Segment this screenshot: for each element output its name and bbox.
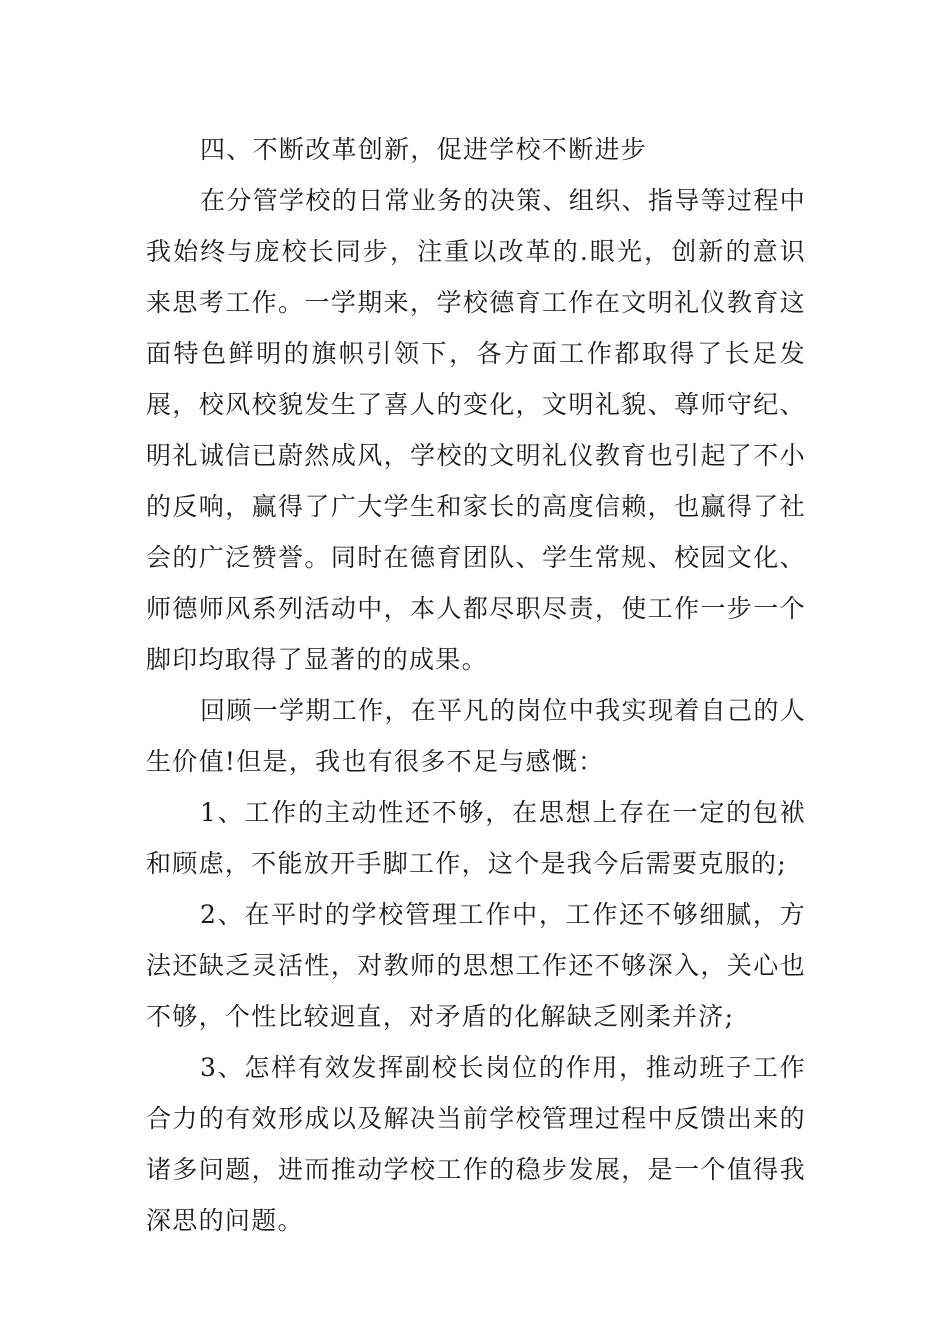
paragraph-review: 回顾一学期工作，在平凡的岗位中我实现着自己的人生价值!但是，我也有很多不足与感慨： xyxy=(146,696,806,776)
section-heading: 四、不断改革创新，促进学校不断进步 xyxy=(200,135,648,164)
document-body xyxy=(146,124,806,1246)
list-item-2: 2、在平时的学校管理工作中，工作还不够细腻，方法还缺乏灵活性，对教师的思想工作还不够深入，关心也不够，个性比较迥直，对矛盾的化解缺乏刚柔并济; xyxy=(146,900,806,1031)
list-item-3: 3、怎样有效发挥副校长岗位的作用，推动班子工作合力的有效形成以及解决当前学校管理过程中反馈出来的诸多问题，进而推动学校工作的稳步发展，是一个值得我深思的问题。 xyxy=(146,1053,806,1235)
paragraph-summary: 在分管学校的日常业务的决策、组织、指导等过程中我始终与庞校长同步，注重以改革的.眼光，创新的意识来思考工作。一学期来，学校德育工作在文明礼仪教育这面特色鲜明的旗帜引领下，各方面工作都取得了长足发展，校风校貌发生了喜人的变化，文明礼貌、尊师守纪、明礼诚信已蔚然成风，学校的文明礼仪教育也引起了不小的反响，赢得了广大学生和家长的高度信赖，也赢得了社会的广泛赞誉。同时在德育团队、学生常规、校园文化、师德师风系列活动中，本人都尽职尽责，使工作一步一个脚印均取得了显著的的成果。 xyxy=(146,186,806,674)
list-item-1: 1、工作的主动性还不够，在思想上存在一定的包袱和顾虑，不能放开手脚工作，这个是我今后需要克服的; xyxy=(146,798,806,878)
